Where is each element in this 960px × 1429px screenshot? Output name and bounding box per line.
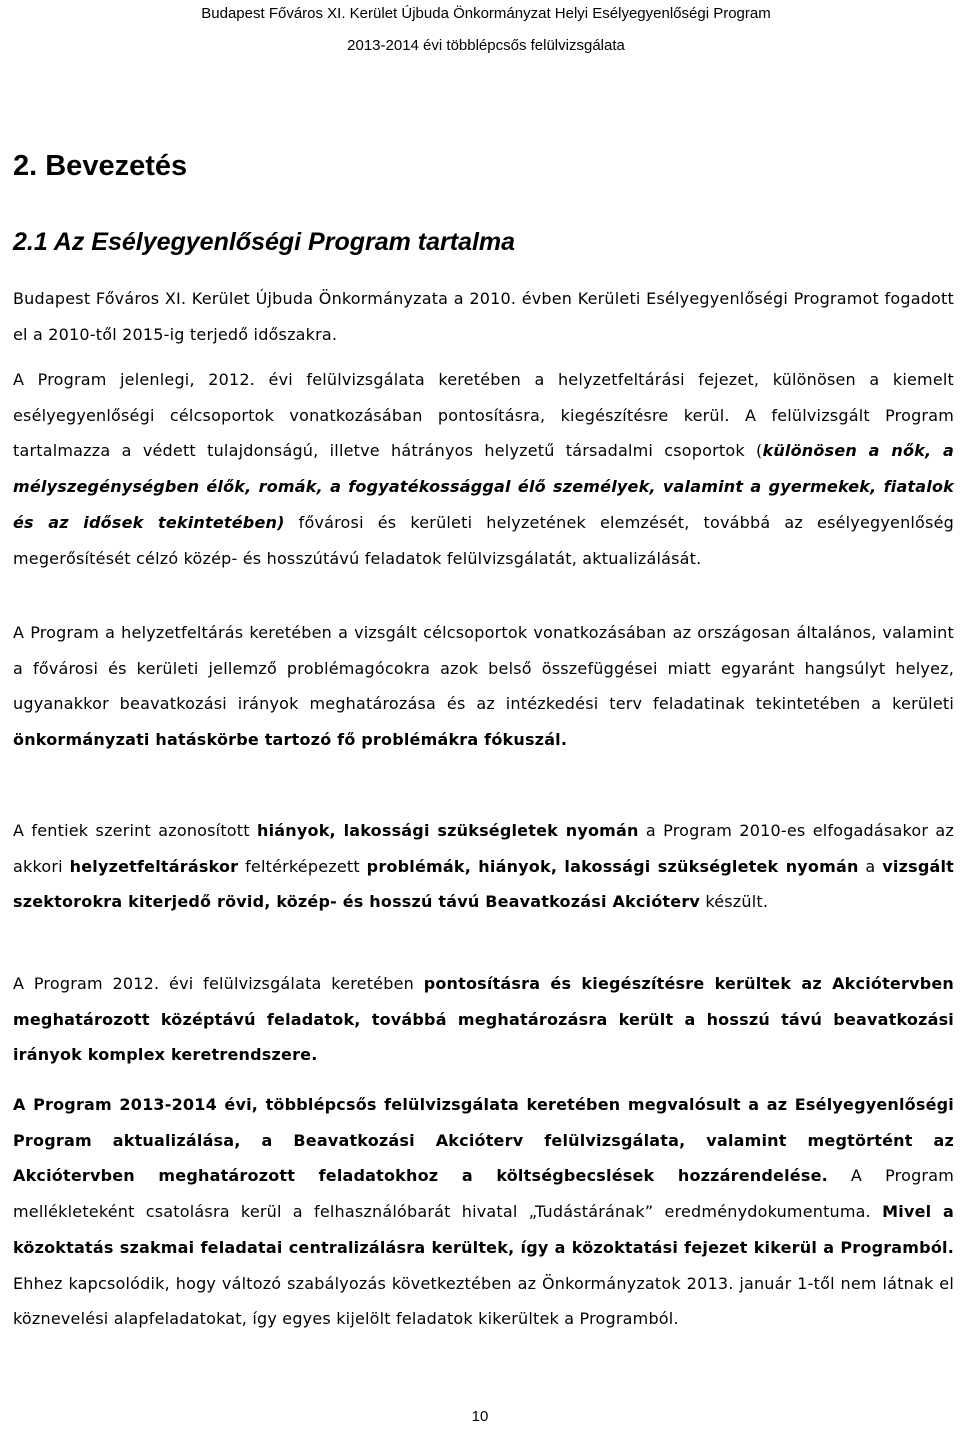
paragraph-text: A Program a helyzetfeltárás keretében a vizsgált célcsoportok vonatkozásában az országosan általános, valamint a fővárosi és kerületi jellemző problémagócokra azok belső összefüggései miatt egyaránt hangsúlyt helyez, ugyanakkor beavatkozási irányok meghatározása és az intézkedési terv feladatinak tekintetében a kerületi [13,623,954,714]
paragraph-review-2013-2014 [13,1087,954,1337]
bold-text: vizsgált szektorokra kiterjedő rövid, közép- és hosszú távú Beavatkozási Akcióterv [13,856,954,912]
chapter-heading: 2. Bevezetés [13,150,188,182]
paragraph-review-2012-tasks [13,966,954,1073]
paragraph-action-plan [13,813,954,920]
target-groups-emphasis: különösen a nők, a mélyszegénységben élők, romák, a fogyatékossággal élő személyek, valamint a gyermekek, fiatalok és az idősek tekintetében) [13,441,954,532]
paragraph-program-adoption [13,281,954,352]
paragraph-text: A Program mellékleteként csatolásra kerül a felhasználóbarát hivatal „Tudástárának” eredménydokumentuma. [13,1166,954,1222]
running-header-title: Budapest Főváros XI. Kerület Újbuda Önkormányzat Helyi Esélyegyenlőségi Program [201,5,771,22]
bold-text: Mivel a közoktatás szakmai feladatai centralizálásra kerültek, így a közoktatási fejezet kikerül a Programból. [13,1202,954,1257]
paragraph-text: feltérképezett [238,856,367,876]
paragraph-text: A fentiek szerint azonosított [13,821,258,840]
paragraph-text: a Program 2010-es elfogadásakor az akkori [13,821,955,876]
bold-text: önkormányzati hatáskörbe tartozó fő problémákra fókuszál. [13,730,568,750]
bold-text: pontosításra és kiegészítésre kerültek az Akciótervben meghatározott középtávú feladatok, továbbá meghatározásra került a hosszú távú beavatkozási irányok komplex keretrendszere. [13,974,954,1065]
paragraph-text: Budapest Főváros XI. Kerület Újbuda Önkormányzata a 2010. évben Kerületi Esélyegyenlőségi Programot fogadott el a 2010-től 2015-ig terjedő időszakra. [13,289,954,344]
paragraph-text: fővárosi és kerületi helyzetének elemzését, továbbá az esélyegyenlőség megerősítését célzó közép- és hosszútávú feladatok felülvizsgálatát, aktualizálását. [13,512,954,568]
paragraph-text: a [858,856,883,876]
paragraph-text: A Program 2012. évi felülvizsgálata keretében [13,974,424,993]
section-heading: 2.1 Az Esélyegyenlőségi Program tartalma [13,228,516,256]
paragraph-text: készült. [700,892,769,912]
paragraph-text: A Program jelenlegi, 2012. évi felülvizsgálata keretében a helyzetfeltárási fejezet, különösen a kiemelt esélyegyenlőségi célcsoportok vonatkozásában pontosításra, kiegészítésre kerül. A felülvizsgált Program tartalmazza a védett tulajdonságú, illetve hátrányos helyzetű társadalmi csoportok ( [13,370,954,461]
paragraph-program-focus [13,615,954,758]
bold-text: hiányok, lakossági szükségletek nyomán [257,821,639,840]
page-number: 10 [471,1408,489,1425]
bold-text: helyzetfeltáráskor [69,856,239,876]
paragraph-program-review-2012 [13,362,954,576]
bold-text: problémák, hiányok, lakossági szükségletek nyomán [366,856,859,876]
bold-text: A Program 2013-2014 évi, többlépcsős felülvizsgálata keretében megvalósult a az Esélyegyenlőségi Program aktualizálása, a Beavatkozási Akcióterv felülvizsgálata, valamint megtörtént az Akciótervben meghatározott feladatokhoz a költségbecslések hozzárendelése. [13,1095,954,1186]
running-header-subtitle: 2013-2014 évi többlépcsős felülvizsgálata [347,37,625,54]
paragraph-text: Ehhez kapcsolódik, hogy változó szabályozás következtében az Önkormányzatok 2013. január 1-től nem látnak el köznevelési alapfeladatokat, így egyes kijelölt feladatok kikerültek a Programból. [13,1273,954,1329]
